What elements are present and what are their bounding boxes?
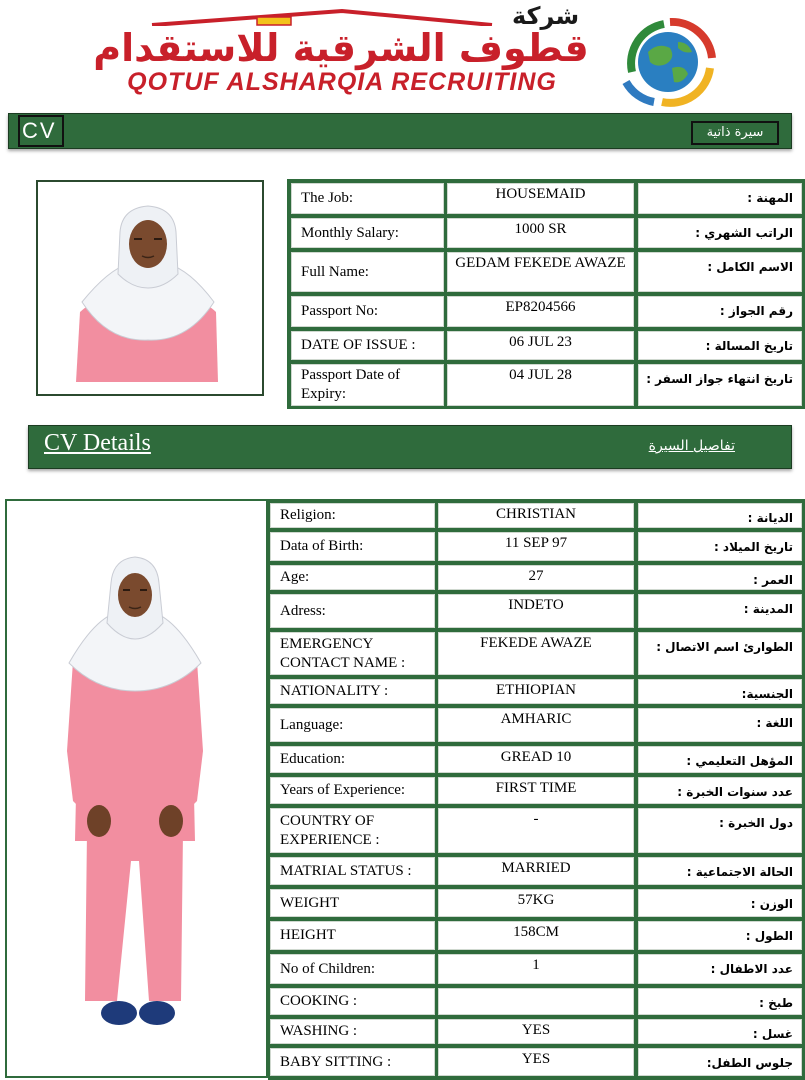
summary-table [287, 179, 805, 409]
field-value: 1000 SR [447, 218, 634, 248]
field-value: YES [438, 1019, 634, 1044]
field-value: HOUSEMAID [447, 183, 634, 214]
field-value: YES [438, 1048, 634, 1076]
table-row [268, 889, 805, 917]
portrait-photo [36, 180, 264, 396]
field-label: DATE OF ISSUE : [291, 331, 444, 360]
field-label-arabic: الطوارئ اسم الاتصال : [638, 632, 802, 675]
field-label-arabic: الحالة الاجتماعية : [638, 857, 802, 885]
field-label: Years of Experience: [270, 777, 435, 804]
field-value: 06 JUL 23 [447, 331, 634, 360]
field-label: Age: [270, 565, 435, 590]
cv-details-title: CV Details [44, 430, 151, 456]
field-label-arabic: الاسم الكامل : [638, 252, 802, 292]
field-label: COUNTRY OF EXPERIENCE : [270, 808, 435, 853]
field-label: WEIGHT [270, 889, 435, 917]
field-value: - [438, 808, 634, 853]
globe-icon [612, 12, 722, 108]
cv-details-bar [28, 425, 792, 469]
field-label-arabic: الجنسية: [638, 679, 802, 704]
field-label-arabic: عدد الاطفال : [638, 954, 802, 984]
field-label-arabic: المؤهل التعليمي : [638, 746, 802, 773]
field-label-arabic: الوزن : [638, 889, 802, 917]
field-label: COOKING : [270, 988, 435, 1015]
person-portrait-icon [38, 182, 262, 394]
field-label: EMERGENCY CONTACT NAME : [270, 632, 435, 675]
field-label: Passport Date of Expiry: [291, 364, 444, 406]
table-row [287, 183, 805, 214]
table-row [268, 565, 805, 590]
field-value: ETHIOPIAN [438, 679, 634, 704]
field-value: 1 [438, 954, 634, 984]
field-label-arabic: طبخ : [638, 988, 802, 1015]
field-label-arabic: رقم الجواز : [638, 296, 802, 327]
field-value: 27 [438, 565, 634, 590]
table-row [268, 632, 805, 675]
field-value: 57KG [438, 889, 634, 917]
field-label-arabic: الطول : [638, 921, 802, 950]
table-row [268, 708, 805, 742]
field-label: Passport No: [291, 296, 444, 327]
table-row [268, 532, 805, 561]
field-value: CHRISTIAN [438, 503, 634, 528]
field-label-arabic: غسل : [638, 1019, 802, 1044]
person-full-body-icon [7, 501, 266, 1076]
table-row [268, 857, 805, 885]
field-label: BABY SITTING : [270, 1048, 435, 1076]
field-value: FEKEDE AWAZE [438, 632, 634, 675]
field-label: The Job: [291, 183, 444, 214]
field-label: MATRIAL STATUS : [270, 857, 435, 885]
company-name-english: QOTUF ALSHARQIA RECRUITING [127, 68, 557, 96]
field-value: MARRIED [438, 857, 634, 885]
field-label-arabic: جلوس الطفل: [638, 1048, 802, 1076]
field-value: AMHARIC [438, 708, 634, 742]
field-label: WASHING : [270, 1019, 435, 1044]
field-label: Adress: [270, 594, 435, 628]
table-row [268, 808, 805, 853]
field-label-arabic: المهنة : [638, 183, 802, 214]
full-body-photo [5, 499, 268, 1078]
table-row [268, 988, 805, 1015]
company-name-arabic: قطوف الشرقية للاستقدام [93, 26, 589, 70]
table-row [268, 1019, 805, 1044]
field-label-arabic: عدد سنوات الخبرة : [638, 777, 802, 804]
field-value: GREAD 10 [438, 746, 634, 773]
field-label-arabic: اللغة : [638, 708, 802, 742]
field-label-arabic: المدينة : [638, 594, 802, 628]
field-value: FIRST TIME [438, 777, 634, 804]
field-value: GEDAM FEKEDE AWAZE [447, 252, 634, 292]
cv-header-bar [8, 113, 792, 149]
table-row [268, 1048, 805, 1076]
table-row [287, 218, 805, 248]
field-value: 11 SEP 97 [438, 532, 634, 561]
table-row [268, 503, 805, 528]
roof-icon [142, 8, 502, 26]
field-value [438, 988, 634, 1015]
field-label: Education: [270, 746, 435, 773]
field-label: HEIGHT [270, 921, 435, 950]
field-label-arabic: دول الخبرة : [638, 808, 802, 853]
company-word-arabic: شركة [512, 2, 580, 30]
field-value: 04 JUL 28 [447, 364, 634, 406]
field-value: INDETO [438, 594, 634, 628]
field-label-arabic: العمر : [638, 565, 802, 590]
field-value: EP8204566 [447, 296, 634, 327]
table-row [287, 296, 805, 327]
cv-label: CV [18, 115, 64, 147]
cv-label-arabic: سيرة ذاتية [691, 121, 779, 145]
field-label: No of Children: [270, 954, 435, 984]
field-label-arabic: تاريخ المسالة : [638, 331, 802, 360]
table-row [268, 777, 805, 804]
table-row [287, 252, 805, 292]
table-row [268, 679, 805, 704]
table-row [287, 331, 805, 360]
table-row [268, 921, 805, 950]
field-label: Monthly Salary: [291, 218, 444, 248]
field-value: 158CM [438, 921, 634, 950]
table-row [268, 594, 805, 628]
field-label: Full Name: [291, 252, 444, 292]
field-label: Language: [270, 708, 435, 742]
table-row [268, 954, 805, 984]
field-label-arabic: الراتب الشهري : [638, 218, 802, 248]
field-label: Religion: [270, 503, 435, 528]
details-table [268, 499, 805, 1080]
field-label-arabic: الديانة : [638, 503, 802, 528]
field-label: NATIONALITY : [270, 679, 435, 704]
field-label-arabic: تاريخ الميلاد : [638, 532, 802, 561]
field-label: Data of Birth: [270, 532, 435, 561]
field-label-arabic: تاريخ انتهاء جواز السفر : [638, 364, 802, 406]
cv-details-title-arabic: تفاصيل السيرة [648, 438, 735, 454]
company-logo [66, 2, 722, 110]
table-row [268, 746, 805, 773]
table-row [287, 364, 805, 406]
